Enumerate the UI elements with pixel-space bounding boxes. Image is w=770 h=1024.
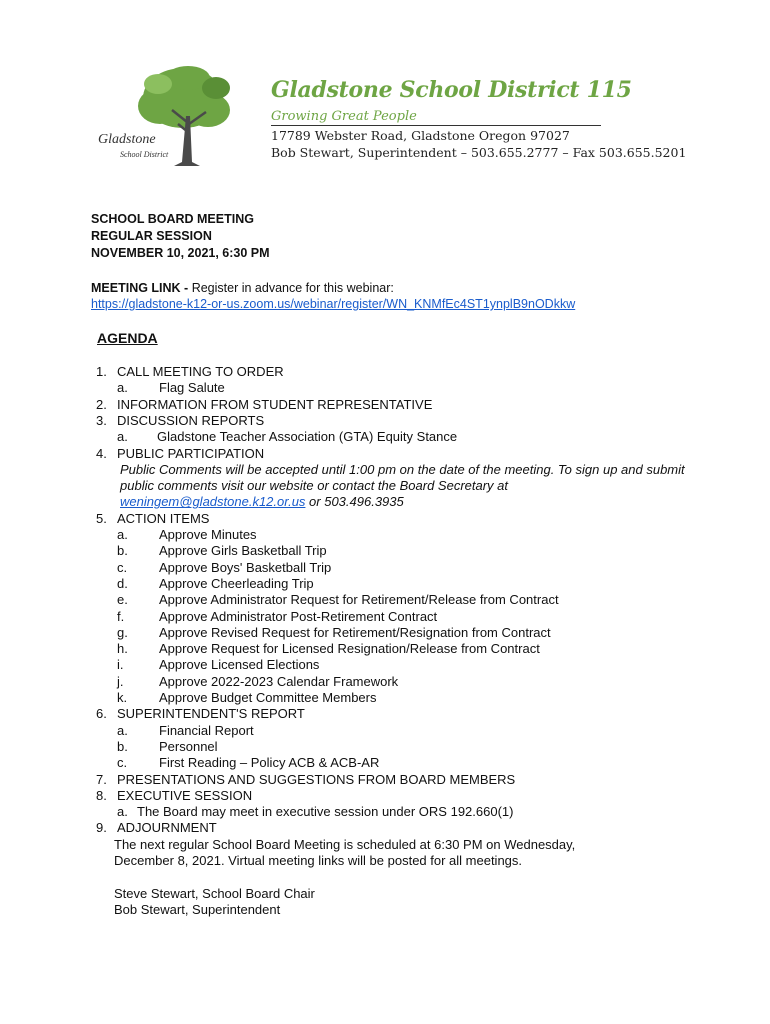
agenda-subitem <box>117 738 218 755</box>
district-name: Gladstone School District 115 <box>271 77 632 103</box>
agenda-subitem <box>117 559 332 576</box>
item-number: a. <box>117 429 128 445</box>
agenda-subitem <box>117 690 377 706</box>
public-comment-note-text: Public Comments will be accepted until 1:00 pm on the date of the meeting. To sign up and submit <box>120 461 685 477</box>
agenda-subitem-text: First Reading – Policy ACB & ACB-AR <box>159 755 380 771</box>
item-number: g. <box>117 624 128 640</box>
agenda-subitem <box>117 527 257 543</box>
item-number: 6. <box>96 706 107 722</box>
agenda-subitem <box>117 673 399 690</box>
public-comment-note <box>120 462 685 478</box>
adjournment-note <box>114 837 575 853</box>
agenda-item-6 <box>96 706 305 722</box>
agenda-subitem-text: Approve 2022-2023 Calendar Framework <box>159 673 399 689</box>
webinar-link[interactable]: https://gladstone-k12-or-us.zoom.us/webinar/register/WN_KNMfEc4ST1ynplB9nODkkw <box>91 297 576 311</box>
agenda-subitem-text: Approve Boys' Basketball Trip <box>159 559 332 575</box>
item-number: 8. <box>96 787 107 803</box>
item-number: h. <box>117 641 128 657</box>
agenda-item-1 <box>96 364 284 380</box>
agenda-subitem <box>117 592 559 608</box>
agenda-subitem <box>117 804 514 820</box>
address-line: 17789 Webster Road, Gladstone Oregon 97027 <box>271 128 570 143</box>
agenda-item-2-text: INFORMATION FROM STUDENT REPRESENTATIVE <box>117 396 433 412</box>
agenda-item-1-text: CALL MEETING TO ORDER <box>117 364 284 379</box>
agenda-subitem-text: Approve Request for Licensed Resignation/Release from Contract <box>159 641 540 657</box>
agenda-subitem-text: Approve Administrator Post-Retirement Contract <box>159 608 438 624</box>
meeting-link-text: Register in advance for this webinar: <box>188 281 394 295</box>
item-number: 9. <box>96 820 107 836</box>
agenda-item-8-text: EXECUTIVE SESSION <box>117 787 253 803</box>
item-number: 2. <box>96 396 107 412</box>
agenda-item-3 <box>96 412 265 429</box>
agenda-subitem-text: Financial Report <box>159 722 254 738</box>
tagline: Growing Great People <box>271 109 601 126</box>
logo-subtext: School District <box>120 150 169 159</box>
item-number: d. <box>117 575 128 591</box>
signature-superintendent <box>114 902 280 918</box>
item-number: c. <box>117 755 128 771</box>
agenda-subitem <box>117 657 320 673</box>
item-number: b. <box>117 543 128 559</box>
meeting-date: NOVEMBER 10, 2021, 6:30 PM <box>91 246 270 260</box>
agenda-item-5 <box>96 510 210 527</box>
item-number: c. <box>117 559 128 575</box>
meeting-session: REGULAR SESSION <box>91 229 212 243</box>
item-number: 7. <box>96 771 107 787</box>
public-comment-contact <box>120 494 404 510</box>
agenda-subitem <box>117 641 540 657</box>
agenda-subitem-text: Approve Girls Basketball Trip <box>159 543 327 559</box>
agenda-subitem-text: Approve Cheerleading Trip <box>159 575 314 591</box>
agenda-subitem <box>117 575 314 592</box>
agenda-subitem-text: Approve Minutes <box>159 527 257 542</box>
agenda-item-8 <box>96 787 253 804</box>
agenda-item-9-text: ADJOURNMENT <box>117 820 217 836</box>
agenda-subitem-text: Approve Licensed Elections <box>159 657 320 673</box>
item-number: k. <box>117 690 128 705</box>
item-number: a. <box>117 804 128 820</box>
agenda-item-7 <box>96 771 516 788</box>
item-number: 3. <box>96 412 107 428</box>
item-number: 4. <box>96 445 107 461</box>
meeting-title: SCHOOL BOARD MEETING <box>91 212 254 226</box>
agenda-subitem <box>117 755 380 771</box>
agenda-subitem <box>117 380 225 396</box>
item-number: 5. <box>96 510 107 526</box>
logo-wordmark: Gladstone <box>98 132 156 147</box>
item-number: a. <box>117 527 128 542</box>
agenda-item-4 <box>96 445 265 462</box>
signature-board-chair-text: Steve Stewart, School Board Chair <box>114 885 315 901</box>
agenda-item-5-text: ACTION ITEMS <box>117 510 210 526</box>
agenda-item-2 <box>96 396 433 413</box>
item-number: f. <box>117 608 125 624</box>
board-secretary-email-link[interactable]: weningem@gladstone.k12.or.us <box>120 494 306 510</box>
agenda-item-3-text: DISCUSSION REPORTS <box>117 412 265 428</box>
agenda-subitem-text: Personnel <box>159 738 218 754</box>
agenda-subitem <box>117 543 327 559</box>
board-secretary-phone: or 503.496.3935 <box>305 494 404 510</box>
adjournment-note-text: December 8, 2021. Virtual meeting links will be posted for all meetings. <box>114 853 523 868</box>
agenda-item-4-text: PUBLIC PARTICIPATION <box>117 445 265 461</box>
agenda-subitem-text: Approve Revised Request for Retirement/Resignation from Contract <box>159 624 551 640</box>
meeting-link-line <box>91 281 394 295</box>
adjournment-note <box>114 853 522 869</box>
agenda-item-9 <box>96 820 217 836</box>
item-number: b. <box>117 738 128 754</box>
public-comment-note-text: public comments visit our website or contact the Board Secretary at <box>120 478 509 494</box>
agenda-subitem-text: Gladstone Teacher Association (GTA) Equity Stance <box>157 429 458 445</box>
agenda-item-6-text: SUPERINTENDENT'S REPORT <box>117 706 305 722</box>
item-number: i. <box>117 657 124 673</box>
agenda-subitem <box>117 624 551 641</box>
meeting-link-label: MEETING LINK - <box>91 281 189 295</box>
agenda-subitem <box>117 722 254 739</box>
agenda-item-7-text: PRESENTATIONS AND SUGGESTIONS FROM BOARD MEMBERS <box>117 771 516 787</box>
contact-line: Bob Stewart, Superintendent – 503.655.2777 – Fax 503.655.5201 <box>271 145 687 160</box>
agenda-title: AGENDA <box>97 330 158 346</box>
agenda-subitem <box>117 608 438 625</box>
agenda-subitem-text: Approve Budget Committee Members <box>159 690 377 705</box>
agenda-subitem-text: Flag Salute <box>159 380 225 396</box>
item-number: 1. <box>96 364 107 379</box>
item-number: a. <box>117 722 128 738</box>
item-number: j. <box>117 673 124 689</box>
agenda-subitem-text: Approve Administrator Request for Retirement/Release from Contract <box>159 592 559 608</box>
signature-superintendent-text: Bob Stewart, Superintendent <box>114 901 281 917</box>
item-number: e. <box>117 592 128 608</box>
signature-board-chair <box>114 886 315 902</box>
agenda-subitem-text: The Board may meet in executive session under ORS 192.660(1) <box>137 804 514 820</box>
agenda-subitem <box>117 429 458 445</box>
public-comment-note <box>120 478 508 494</box>
item-number: a. <box>117 380 128 396</box>
adjournment-note-text: The next regular School Board Meeting is scheduled at 6:30 PM on Wednesday, <box>114 836 576 852</box>
